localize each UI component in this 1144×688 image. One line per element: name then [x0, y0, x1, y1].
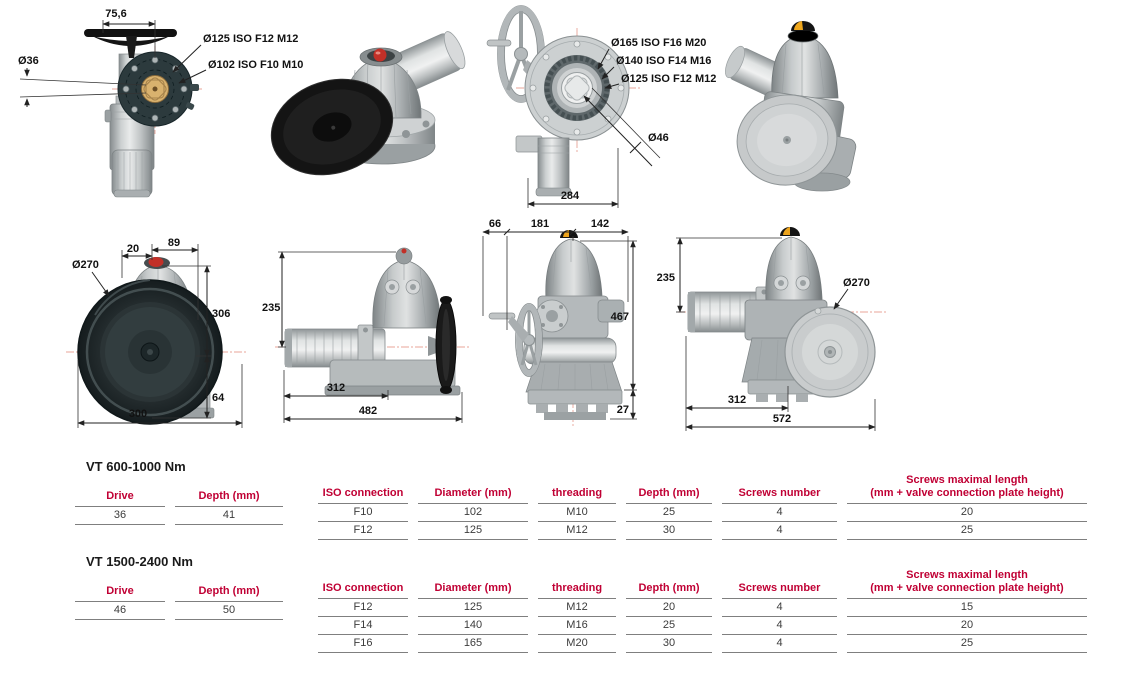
- cell-threading: M12: [538, 599, 616, 617]
- cell-threading: M16: [538, 617, 616, 635]
- col-header-depth: Depth (mm): [175, 572, 283, 602]
- col-header-screws-number: Screws number: [722, 474, 837, 504]
- screws-length-line2: (mm + valve connection plate height): [870, 487, 1064, 500]
- cell-screws-length: 15: [847, 599, 1087, 617]
- fig8-dim-width: 572: [772, 413, 792, 425]
- col-header-depth: Depth (mm): [626, 474, 712, 504]
- col-header-threading: threading: [538, 474, 616, 504]
- col-header-depth: Depth (mm): [626, 569, 712, 599]
- fig1-dim-width: 75,6: [105, 8, 127, 20]
- fig7-dim-base: 27: [616, 404, 629, 416]
- cell-screws-length: 25: [847, 522, 1087, 540]
- cell-iso: F16: [318, 635, 408, 653]
- cell-iso: F12: [318, 522, 408, 540]
- cell-diameter: 140: [418, 617, 528, 635]
- fig6-side-view-small-actuator: [262, 248, 470, 423]
- screws-length-line1: Screws maximal length: [906, 474, 1028, 486]
- cell-screws-length: 20: [847, 617, 1087, 635]
- fig3-bottom-view-large-actuator: [487, 6, 716, 209]
- fig8-label-wheel: Ø270: [843, 277, 870, 289]
- fig7-dim-c: 142: [590, 218, 610, 230]
- cell-depth: 30: [626, 635, 712, 653]
- cell-threading: M12: [538, 522, 616, 540]
- cell-diameter: 165: [418, 635, 528, 653]
- table-header-row: [318, 569, 1087, 599]
- col-header-depth: Depth (mm): [175, 477, 283, 507]
- fig7-dim-a: 66: [488, 218, 502, 230]
- fig1-front-view-small-actuator: [18, 8, 303, 197]
- fig1-label-iso-f12: Ø125 ISO F12 M12: [203, 33, 299, 45]
- screws-length-line1: Screws maximal length: [906, 569, 1028, 581]
- fig3-label-bore: Ø46: [648, 132, 669, 144]
- cell-screws-number: 4: [722, 504, 837, 522]
- fig4-isometric-large-actuator: [721, 21, 857, 192]
- cell-diameter: 125: [418, 522, 528, 540]
- cell-depth: 25: [626, 504, 712, 522]
- vt1500-iso-table: [308, 569, 1097, 653]
- screws-length-line2: (mm + valve connection plate height): [870, 582, 1064, 595]
- col-header-drive: Drive: [75, 477, 165, 507]
- vt1500-title: VT 1500-2400 Nm: [86, 554, 193, 569]
- fig1-dim-shaft: Ø36: [18, 55, 39, 67]
- table-header-row: [318, 474, 1087, 504]
- cell-diameter: 125: [418, 599, 528, 617]
- table-row: [75, 602, 283, 620]
- fig5-front-view-with-wheel: [66, 237, 246, 428]
- col-header-drive: Drive: [75, 572, 165, 602]
- table-header-row: [75, 572, 283, 602]
- col-header-iso: ISO connection: [318, 569, 408, 599]
- fig3-label-iso-f14: Ø140 ISO F14 M16: [616, 55, 712, 67]
- cell-depth: 41: [175, 507, 283, 525]
- fig8-dim-height: 235: [656, 272, 675, 284]
- cell-threading: M10: [538, 504, 616, 522]
- fig7-front-view-large-actuator: [483, 218, 637, 428]
- cell-screws-number: 4: [722, 599, 837, 617]
- handwheel: [84, 29, 177, 37]
- table-row: [318, 617, 1087, 635]
- cell-iso: F12: [318, 599, 408, 617]
- fig6-dim-width: 482: [358, 405, 378, 417]
- fig5-dim-base: 64: [212, 392, 225, 404]
- fig7-dim-height: 467: [610, 311, 629, 323]
- col-header-diameter: Diameter (mm): [418, 569, 528, 599]
- cell-depth: 30: [626, 522, 712, 540]
- fig3-label-iso-f16: Ø165 ISO F16 M20: [611, 37, 707, 49]
- cell-depth: 20: [626, 599, 712, 617]
- fig6-dim-motor: 312: [326, 382, 346, 394]
- fig3-dim-width: 284: [560, 190, 580, 202]
- col-header-screws-length: [847, 474, 1087, 504]
- cell-screws-number: 4: [722, 522, 837, 540]
- position-indicator: [149, 257, 164, 267]
- fig2-isometric-small-actuator: [259, 29, 469, 190]
- cell-depth: 50: [175, 602, 283, 620]
- table-row: [318, 504, 1087, 522]
- fig7-dim-b: 181: [530, 218, 550, 230]
- cell-diameter: 102: [418, 504, 528, 522]
- fig5-dim-offset: 20: [126, 243, 140, 255]
- col-header-diameter: Diameter (mm): [418, 474, 528, 504]
- fig5-dim-width: 300: [128, 408, 148, 420]
- cell-screws-number: 4: [722, 617, 837, 635]
- fig1-label-iso-f10: Ø102 ISO F10 M10: [208, 59, 304, 71]
- col-header-screws-number: Screws number: [722, 569, 837, 599]
- fig6-dim-height: 235: [262, 302, 281, 314]
- cell-screws-number: 4: [722, 635, 837, 653]
- cell-drive: 36: [75, 507, 165, 525]
- cell-iso: F10: [318, 504, 408, 522]
- fig8-dim-motor: 312: [727, 394, 747, 406]
- cell-iso: F14: [318, 617, 408, 635]
- col-header-screws-length: [847, 569, 1087, 599]
- cell-threading: M20: [538, 635, 616, 653]
- vt600-title: VT 600-1000 Nm: [86, 459, 186, 474]
- table-row: [318, 599, 1087, 617]
- position-indicator: [374, 49, 387, 62]
- table-row: [75, 507, 283, 525]
- table-header-row: [75, 477, 283, 507]
- cell-drive: 46: [75, 602, 165, 620]
- cell-depth: 25: [626, 617, 712, 635]
- vt1500-drive-table: [65, 572, 293, 620]
- vt600-iso-table: [308, 474, 1097, 540]
- cell-screws-length: 20: [847, 504, 1087, 522]
- fig8-side-view-large-actuator: [657, 227, 886, 431]
- table-row: [318, 635, 1087, 653]
- fig5-dim-height: 306: [212, 308, 231, 320]
- fig3-label-iso-f12: Ø125 ISO F12 M12: [621, 73, 717, 85]
- col-header-iso: ISO connection: [318, 474, 408, 504]
- vt600-drive-table: [65, 477, 293, 525]
- table-row: [318, 522, 1087, 540]
- fig5-dim-top: 89: [167, 237, 181, 249]
- fig5-label-wheel: Ø270: [72, 259, 99, 271]
- col-header-threading: threading: [538, 569, 616, 599]
- cell-screws-length: 25: [847, 635, 1087, 653]
